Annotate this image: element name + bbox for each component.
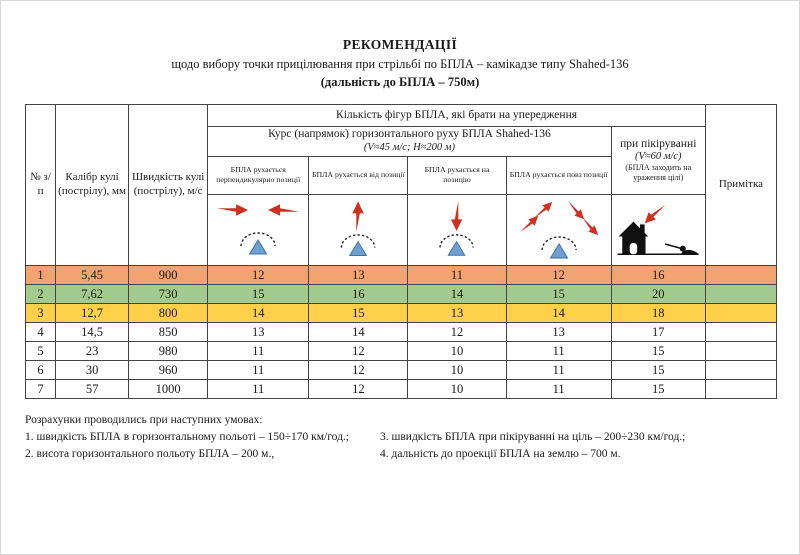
cell-perp: 11 — [208, 360, 309, 379]
cell-toward: 10 — [408, 379, 506, 398]
header-lead-count: Кількість фігур БПЛА, які брати на упередження — [208, 104, 706, 126]
col-header-speed: Швидкість кулі (пострілу), м/с — [129, 104, 208, 265]
cell-past: 13 — [506, 322, 611, 341]
cell-past: 11 — [506, 360, 611, 379]
cell-speed: 1000 — [129, 379, 208, 398]
cell-num: 2 — [26, 284, 56, 303]
cell-away: 14 — [309, 322, 408, 341]
cell-toward: 10 — [408, 360, 506, 379]
cell-away: 12 — [309, 379, 408, 398]
table-row — [26, 284, 777, 303]
arrows-facing-icon — [208, 195, 308, 265]
footnotes-right — [380, 429, 775, 464]
page-title: РЕКОМЕНДАЦІЇ — [342, 37, 458, 52]
cell-caliber: 12,7 — [56, 303, 129, 322]
cell-num: 6 — [26, 360, 56, 379]
table-row — [26, 360, 777, 379]
col-header-caliber: Калібр кулі (пострілу), мм — [56, 104, 129, 265]
cell-dive: 16 — [611, 265, 705, 284]
cell-note — [705, 284, 776, 303]
dive-note: (БПЛА заходить на ураження цілі) — [625, 163, 692, 182]
course-params: (V≈45 м/с; Н≈200 м) — [363, 141, 455, 153]
cell-caliber: 7,62 — [56, 284, 129, 303]
cell-caliber: 5,45 — [56, 265, 129, 284]
dive-title: при пікіруванні — [620, 138, 697, 151]
cell-note — [705, 341, 776, 360]
cell-dive: 15 — [611, 341, 705, 360]
cell-speed: 730 — [129, 284, 208, 303]
cell-perp: 11 — [208, 341, 309, 360]
cell-toward: 12 — [408, 322, 506, 341]
cell-past: 11 — [506, 341, 611, 360]
cell-caliber: 30 — [56, 360, 129, 379]
header-dive — [611, 126, 705, 194]
dive-params: (V≈60 м/с) — [634, 151, 682, 163]
cell-dive: 15 — [611, 379, 705, 398]
table-row — [26, 265, 777, 284]
header-course — [208, 126, 611, 156]
cell-speed: 960 — [129, 360, 208, 379]
recommendations-table — [25, 104, 777, 399]
cell-speed: 900 — [129, 265, 208, 284]
arrow-up-icon — [309, 195, 407, 265]
cell-away: 15 — [309, 303, 408, 322]
cell-away: 12 — [309, 360, 408, 379]
footnotes-intro: Розрахунки проводились при наступних умовах: — [25, 413, 263, 426]
title-block — [25, 35, 775, 91]
col-header-toward: БПЛА рухається на позицію — [408, 156, 506, 194]
course-title: Курс (напрямок) горизонтального руху БПЛА Shahed-136 — [268, 128, 551, 141]
cell-speed: 980 — [129, 341, 208, 360]
cell-note — [705, 322, 776, 341]
cell-perp: 11 — [208, 379, 309, 398]
cell-caliber: 14,5 — [56, 322, 129, 341]
cell-past: 11 — [506, 379, 611, 398]
cell-note — [705, 379, 776, 398]
cell-past: 12 — [506, 265, 611, 284]
col-header-num: № з/п — [26, 104, 56, 265]
cell-perp: 13 — [208, 322, 309, 341]
cell-dive: 18 — [611, 303, 705, 322]
table-row — [26, 303, 777, 322]
cell-away: 12 — [309, 341, 408, 360]
col-header-perpendicular: БПЛА рухається перпендикулярно позиції — [208, 156, 309, 194]
cell-note — [705, 303, 776, 322]
pictogram-away — [309, 194, 408, 265]
footnote-item: 1. швидкість БПЛА в горизонтальному польоті – 150÷170 км/год.; — [25, 431, 349, 444]
footnotes-left — [25, 429, 380, 464]
page-subtitle: щодо вибору точки прицілювання при стрільбі по БПЛА – камікадзе типу Shahed-136 — [171, 56, 629, 71]
cell-num: 3 — [26, 303, 56, 322]
cell-away: 13 — [309, 265, 408, 284]
table-row — [26, 379, 777, 398]
cell-caliber: 57 — [56, 379, 129, 398]
cell-toward: 11 — [408, 265, 506, 284]
table-row — [26, 341, 777, 360]
cell-num: 7 — [26, 379, 56, 398]
cell-toward: 10 — [408, 341, 506, 360]
cell-perp: 12 — [208, 265, 309, 284]
cell-toward: 13 — [408, 303, 506, 322]
cell-num: 5 — [26, 341, 56, 360]
footnote-item: 3. швидкість БПЛА при пікіруванні на ціль – 200÷230 км/год.; — [380, 431, 686, 444]
cell-away: 16 — [309, 284, 408, 303]
cell-dive: 17 — [611, 322, 705, 341]
cell-dive: 15 — [611, 360, 705, 379]
col-header-away: БПЛА рухається від позиції — [309, 156, 408, 194]
footnote-item: 2. висота горизонтального польоту БПЛА – 200 м., — [25, 448, 275, 461]
footnote-item: 4. дальність до проекції БПЛА на землю – 700 м. — [380, 448, 621, 461]
cell-speed: 850 — [129, 322, 208, 341]
cell-speed: 800 — [129, 303, 208, 322]
col-header-note: Примітка — [705, 104, 776, 265]
cell-past: 15 — [506, 284, 611, 303]
cell-note — [705, 265, 776, 284]
pictogram-toward — [408, 194, 506, 265]
dive-house-shooter-icon — [612, 195, 705, 265]
pictogram-perpendicular — [208, 194, 309, 265]
cell-perp: 14 — [208, 303, 309, 322]
cell-num: 1 — [26, 265, 56, 284]
footnotes-columns — [25, 429, 775, 464]
arrow-down-icon — [408, 195, 505, 265]
footnotes — [25, 412, 775, 464]
cell-perp: 15 — [208, 284, 309, 303]
table-row — [26, 322, 777, 341]
pictogram-dive — [611, 194, 705, 265]
diagonal-arrows-icon — [507, 195, 611, 265]
cell-past: 14 — [506, 303, 611, 322]
cell-dive: 20 — [611, 284, 705, 303]
pictogram-past — [506, 194, 611, 265]
cell-note — [705, 360, 776, 379]
cell-num: 4 — [26, 322, 56, 341]
col-header-past: БПЛА рухається повз позиції — [506, 156, 611, 194]
range-note: (дальність до БПЛА – 750м) — [320, 74, 480, 89]
cell-toward: 14 — [408, 284, 506, 303]
cell-caliber: 23 — [56, 341, 129, 360]
